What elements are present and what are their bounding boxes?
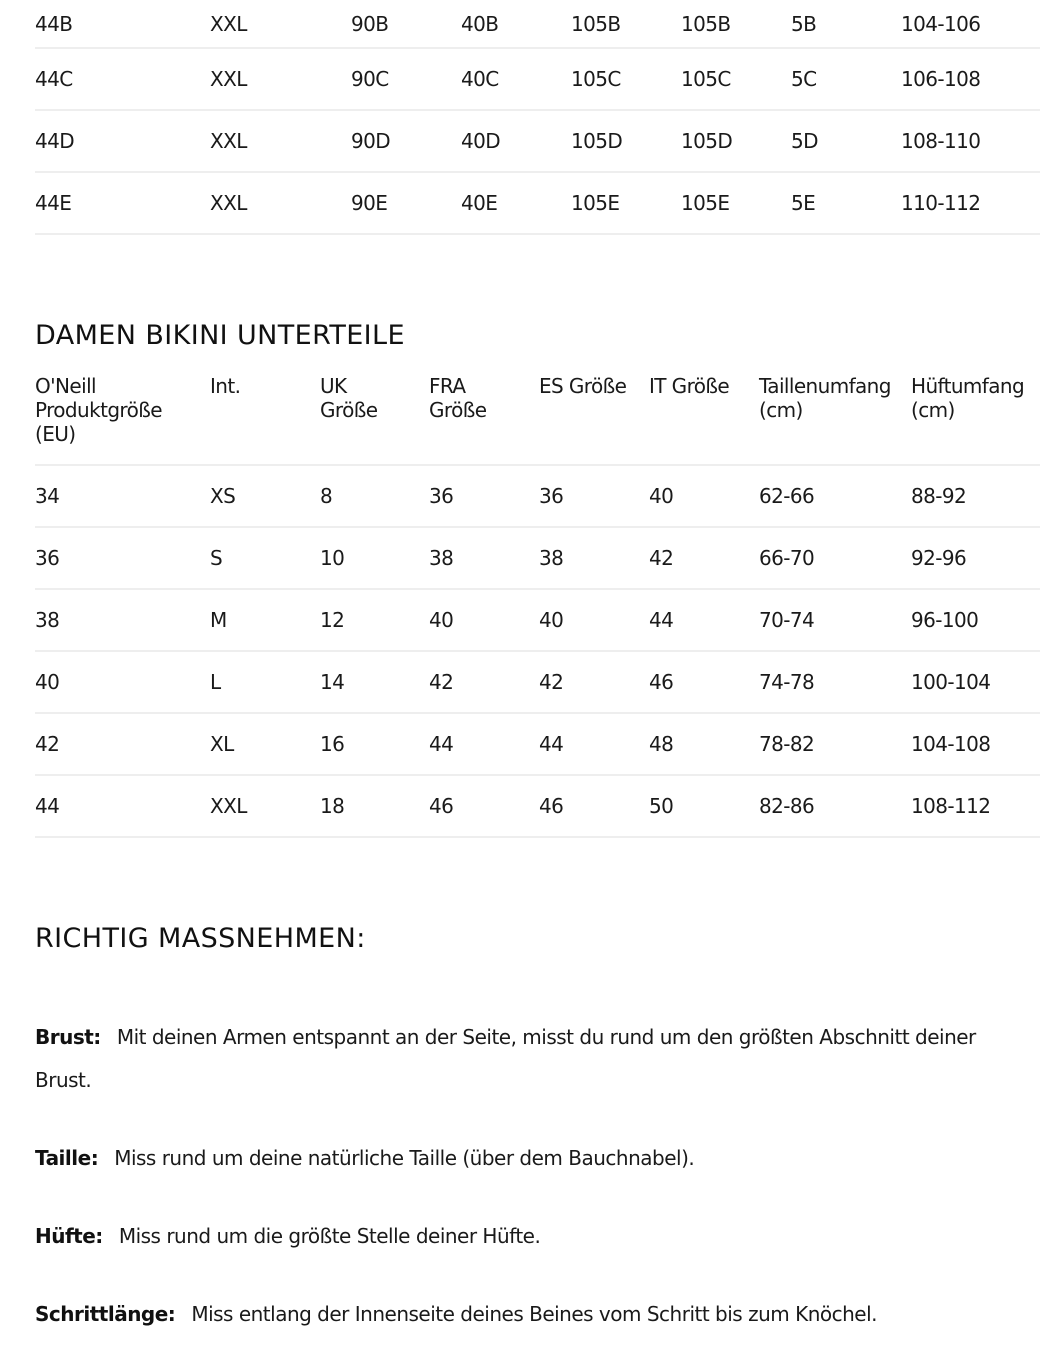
table-cell: 38 — [429, 527, 539, 589]
table-cell: 40 — [35, 651, 210, 713]
column-header-line: O'Neill — [35, 374, 96, 398]
column-header-line: UK — [320, 374, 347, 398]
table-cell: 40C — [461, 48, 571, 110]
table-cell: 34 — [35, 465, 210, 527]
table-cell: 44D — [35, 110, 210, 172]
table-cell: 40 — [539, 589, 649, 651]
table-cell: 104-106 — [901, 0, 1040, 48]
table-cell: 66-70 — [759, 527, 911, 589]
table-cell: 44 — [649, 589, 759, 651]
table-cell: 36 — [429, 465, 539, 527]
measure-label: Taille: — [35, 1146, 99, 1170]
table-cell: 100-104 — [911, 651, 1040, 713]
measure-inseam-instruction — [35, 1293, 1025, 1336]
table-cell: 42 — [539, 651, 649, 713]
column-header-line: ES Größe — [539, 374, 627, 398]
table-cell: 62-66 — [759, 465, 911, 527]
column-header — [320, 374, 429, 465]
column-header — [429, 374, 539, 465]
table-cell: 5C — [791, 48, 901, 110]
table-cell: 40 — [429, 589, 539, 651]
column-header-line: Hüftumfang — [911, 374, 1025, 398]
measure-hip-instruction — [35, 1215, 1025, 1258]
table-row — [35, 172, 1040, 234]
size-guide-content — [35, 0, 1040, 1326]
table-cell: XXL — [210, 775, 320, 837]
table-row — [35, 775, 1040, 837]
table-cell: 44B — [35, 0, 210, 48]
table-cell: 106-108 — [901, 48, 1040, 110]
column-header — [649, 374, 759, 465]
table-cell: 70-74 — [759, 589, 911, 651]
bikini-top-table-body — [35, 0, 1040, 234]
table-cell: 12 — [320, 589, 429, 651]
table-cell: 108-112 — [911, 775, 1040, 837]
table-cell: XXL — [210, 172, 351, 234]
table-cell: XXL — [210, 0, 351, 48]
column-header — [539, 374, 649, 465]
table-row — [35, 110, 1040, 172]
measure-label: Hüfte: — [35, 1224, 103, 1248]
column-header — [210, 374, 320, 465]
table-cell: 105D — [571, 110, 681, 172]
table-cell: 90C — [351, 48, 461, 110]
column-header-line: (cm) — [911, 398, 955, 422]
table-cell: 105B — [681, 0, 791, 48]
table-cell: 46 — [429, 775, 539, 837]
table-cell: 44C — [35, 48, 210, 110]
table-cell: 36 — [539, 465, 649, 527]
measure-text: Miss rund um deine natürliche Taille (über dem Bauchnabel). — [114, 1146, 695, 1170]
measuring-heading: RICHTIG MASSNEHMEN: — [35, 923, 366, 955]
table-cell: 105C — [681, 48, 791, 110]
table-cell: 90D — [351, 110, 461, 172]
table-cell: 5E — [791, 172, 901, 234]
table-cell: 88-92 — [911, 465, 1040, 527]
table-cell: 50 — [649, 775, 759, 837]
table-cell: 46 — [539, 775, 649, 837]
bikini-bottoms-table-body — [35, 465, 1040, 837]
table-cell: XXL — [210, 110, 351, 172]
table-cell: 5B — [791, 0, 901, 48]
column-header-line: Int. — [210, 374, 241, 398]
column-header — [759, 374, 911, 465]
column-header — [911, 374, 1040, 465]
table-cell: 40 — [649, 465, 759, 527]
table-cell: 18 — [320, 775, 429, 837]
table-cell: 42 — [35, 713, 210, 775]
table-cell: 105E — [681, 172, 791, 234]
measure-waist-instruction — [35, 1137, 1025, 1180]
table-cell: 108-110 — [901, 110, 1040, 172]
measure-chest-instruction — [35, 1016, 1025, 1102]
table-cell: XL — [210, 713, 320, 775]
table-cell: XS — [210, 465, 320, 527]
table-row — [35, 0, 1040, 48]
table-cell: 10 — [320, 527, 429, 589]
table-cell: L — [210, 651, 320, 713]
table-row — [35, 589, 1040, 651]
table-cell: 44 — [35, 775, 210, 837]
table-cell: 90B — [351, 0, 461, 48]
table-cell: 42 — [649, 527, 759, 589]
table-cell: 74-78 — [759, 651, 911, 713]
table-row — [35, 651, 1040, 713]
table-cell: 42 — [429, 651, 539, 713]
table-cell: 78-82 — [759, 713, 911, 775]
table-cell: 40B — [461, 0, 571, 48]
table-row — [35, 465, 1040, 527]
table-cell: 105B — [571, 0, 681, 48]
column-header-line: Produktgröße — [35, 398, 162, 422]
column-header-line: (EU) — [35, 422, 76, 446]
table-cell: 90E — [351, 172, 461, 234]
table-cell: 44E — [35, 172, 210, 234]
column-header-line: (cm) — [759, 398, 803, 422]
table-cell: 40E — [461, 172, 571, 234]
table-cell: 40D — [461, 110, 571, 172]
bikini-bottoms-heading: DAMEN BIKINI UNTERTEILE — [35, 320, 405, 352]
table-cell: 92-96 — [911, 527, 1040, 589]
table-cell: XXL — [210, 48, 351, 110]
table-cell: 5D — [791, 110, 901, 172]
measure-text: Mit deinen Armen entspannt an der Seite, misst du rund um den größten Abschnitt deiner Brust. — [35, 1025, 976, 1092]
table-cell: 16 — [320, 713, 429, 775]
measure-text: Miss entlang der Innenseite deines Beines vom Schritt bis zum Knöchel. — [191, 1302, 877, 1326]
column-header-line: Größe — [429, 398, 487, 422]
table-cell: 96-100 — [911, 589, 1040, 651]
table-cell: 46 — [649, 651, 759, 713]
table-cell: M — [210, 589, 320, 651]
table-cell: 82-86 — [759, 775, 911, 837]
column-header — [35, 374, 210, 465]
table-cell: 38 — [539, 527, 649, 589]
table-cell: 105C — [571, 48, 681, 110]
table-cell: 36 — [35, 527, 210, 589]
column-header-line: Taillenumfang — [759, 374, 891, 398]
table-cell: 105D — [681, 110, 791, 172]
table-cell: 14 — [320, 651, 429, 713]
bikini-bottoms-size-table — [35, 374, 1040, 838]
table-cell: 105E — [571, 172, 681, 234]
measure-label: Brust: — [35, 1025, 101, 1049]
table-cell: S — [210, 527, 320, 589]
table-cell: 44 — [429, 713, 539, 775]
column-header-line: IT Größe — [649, 374, 730, 398]
table-row — [35, 527, 1040, 589]
table-cell: 48 — [649, 713, 759, 775]
bikini-top-size-table — [35, 0, 1040, 235]
table-row — [35, 713, 1040, 775]
table-cell: 8 — [320, 465, 429, 527]
column-header-line: Größe — [320, 398, 378, 422]
bikini-bottoms-header-row — [35, 374, 1040, 465]
table-cell: 104-108 — [911, 713, 1040, 775]
measure-text: Miss rund um die größte Stelle deiner Hüfte. — [118, 1224, 541, 1248]
table-row — [35, 48, 1040, 110]
measure-label: Schrittlänge: — [35, 1302, 176, 1326]
column-header-line: FRA — [429, 374, 466, 398]
table-cell: 44 — [539, 713, 649, 775]
table-cell: 110-112 — [901, 172, 1040, 234]
table-cell: 38 — [35, 589, 210, 651]
